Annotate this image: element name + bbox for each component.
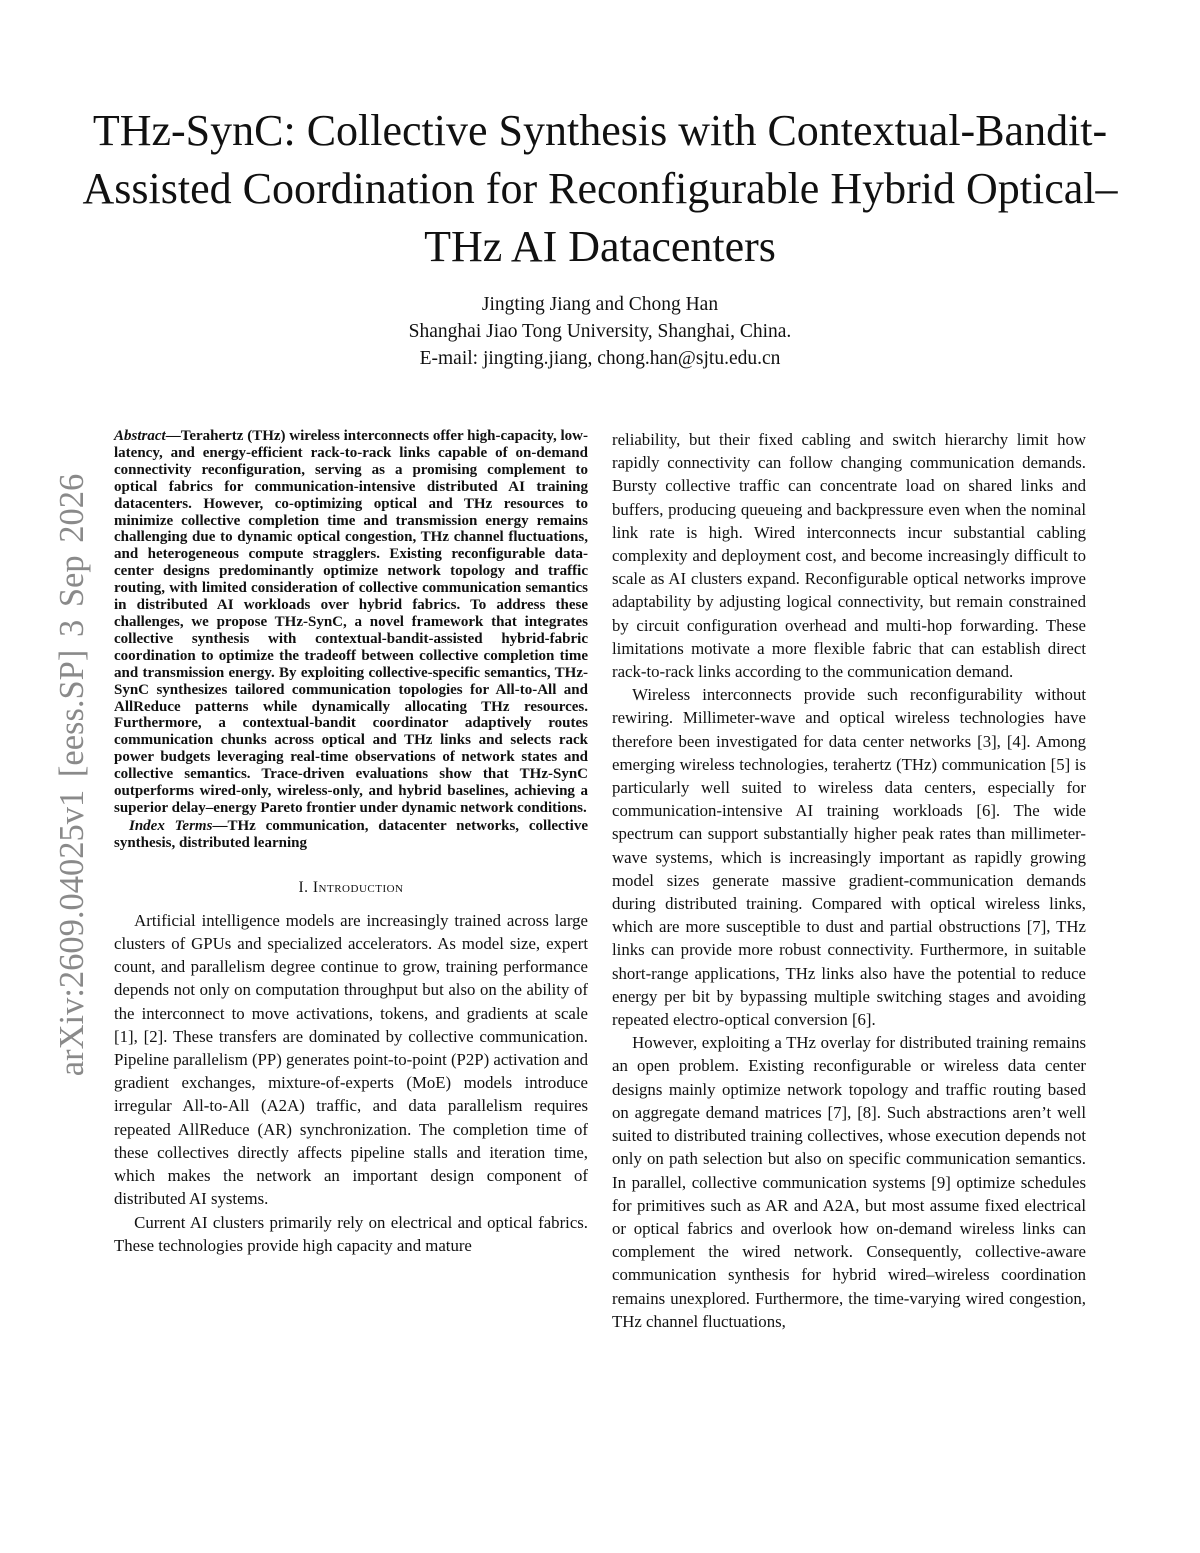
author-affiliation: Shanghai Jiao Tong University, Shanghai, China. [408, 321, 792, 342]
index-terms-lead: Index Terms [129, 817, 213, 834]
right-column [612, 428, 1086, 1333]
arxiv-identifier: arXiv:2609.04025v1 [eess.SP] 3 Sep 2026 [53, 473, 91, 1077]
abstract-text: —Terahertz (THz) wireless interconnects offer high-capacity, low-latency, and energy-efficient rack-to-rack links capable of on-demand connectivity reconfiguration, serving as a promising complement to optical fabrics for communication-intensive distributed AI training datacenters. However, co-optimizing optical and THz resources to minimize collective completion time and transmission energy remains challenging due to dynamic optical congestion, THz channel fluctuations, and heterogeneous compute stragglers. Existing reconfigurable data-center designs predominantly optimize network topology and traffic routing, with limited consideration of collective communication semantics in distributed AI workloads over hybrid fabrics. To address these challenges, we propose THz-SynC, a novel framework that integrates collective synthesis with contextual-bandit-assisted hybrid-fabric coordination to optimize the tradeoff between collective completion time and transmission energy. By exploiting collective-specific semantics, THz-SynC synthesizes tailored communication topologies for All-to-All and AllReduce patterns while dynamically allocating THz resources. Furthermore, a contextual-bandit coordinator adaptively routes communication chunks across optical and THz links and selects rack power budgets leveraging real-time observations of network states and collective semantics. Trace-driven evaluations show that THz-SynC outperforms wired-only, wireless-only, and hybrid baselines, achieving a superior delay–energy Pareto frontier under dynamic network conditions. [114, 428, 588, 816]
section-heading-introduction: I. Introduction [298, 878, 404, 896]
right-paragraph-3: However, exploiting a THz overlay for distributed training remains an open problem. Existing reconfigurable or wireless data center designs mainly optimize network topology and traffic routing based on aggregate demand matrices [7], [8]. Such abstractions aren’t well suited to distributed training collectives, whose execution depends not only on path selection but also on specific communication semantics. In parallel, collective communication systems [9] optimize schedules for primitives such as AR and A2A, but most assume fixed electrical or optical fabrics and overlook how on-demand wireless links can complement the wired network. Consequently, collective-aware communication synthesis for hybrid wired–wireless coordination remains unexplored. Furthermore, the time-varying wired congestion, THz channel fluctuations, [612, 1033, 1086, 1331]
index-terms [114, 818, 588, 852]
right-paragraph-1: reliability, but their fixed cabling and switch hierarchy limit how rapidly connectivity can follow changing communication demands. Bursty collective traffic can concentrate load on shared links and buffers, producing queueing and backpressure even when the nominal link rate is high. Wired interconnects incur substantial cabling complexity and deployment cost, and become increasingly difficult to scale as AI clusters expand. Reconfigurable optical networks improve adaptability by adjusting logical connectivity, but remain constrained by circuit configuration overhead and multi-hop forwarding. These limitations motivate a more flexible fabric that can establish direct rack-to-rack links according to the communication demand. [612, 430, 1086, 682]
right-paragraph-2: Wireless interconnects provide such reconfigurability without rewiring. Millimeter-wave and optical wireless technologies have therefore been investigated for data center networks [3], [4]. Among emerging wireless technologies, terahertz (THz) communication [5] is particularly well suited to wireless data centers, especially for communication-intensive AI training workloads [6]. The wide spectrum can support substantially higher peak rates than millimeter-wave systems, which is increasingly important as rapidly growing model sizes generate massive gradient-communication demands during distributed training. Compared with optical wireless links, which are more susceptible to dust and partial obstructions [7], THz links can provide more robust connectivity. Furthermore, in suitable short-range applications, THz links also have the potential to reduce energy per bit by bypassing multiple switching stages and avoiding repeated electro-optical conversion [6]. [612, 685, 1086, 1030]
index-terms-text: —THz communication, datacenter networks, collective synthesis, distributed learning [114, 817, 588, 851]
author-block [200, 291, 1000, 372]
left-column [114, 428, 588, 1257]
author-names: Jingting Jiang and Chong Han [481, 294, 719, 315]
paper-title: THz-SynC: Collective Synthesis with Contextual-Bandit-Assisted Coordination for Reconfigurable Hybrid Optical–THz AI Datacenters [82, 106, 1118, 271]
abstract-lead: Abstract [114, 428, 166, 444]
abstract [114, 428, 588, 817]
author-email: E-mail: jingting.jiang, chong.han@sjtu.edu.cn [419, 348, 781, 369]
intro-paragraph-1: Artificial intelligence models are increasingly trained across large clusters of GPUs and specialized accelerators. As model size, expert count, and parallelism degree continue to grow, training performance depends not only on computation throughput but also on the ability of the interconnect to move activations, tokens, and gradients at scale [1], [2]. These transfers are dominated by collective communication. Pipeline parallelism (PP) generates point-to-point (P2P) activation and gradient exchanges, mixture-of-experts (MoE) models introduce irregular All-to-All (A2A) traffic, and data parallelism requires repeated AllReduce (AR) synchronization. The completion time of these collectives directly affects pipeline stalls and iteration time, which makes the network an important design component of distributed AI systems. [114, 910, 588, 1209]
intro-paragraph-2: Current AI clusters primarily rely on electrical and optical fabrics. These technologies provide high capacity and mature [114, 1212, 588, 1255]
